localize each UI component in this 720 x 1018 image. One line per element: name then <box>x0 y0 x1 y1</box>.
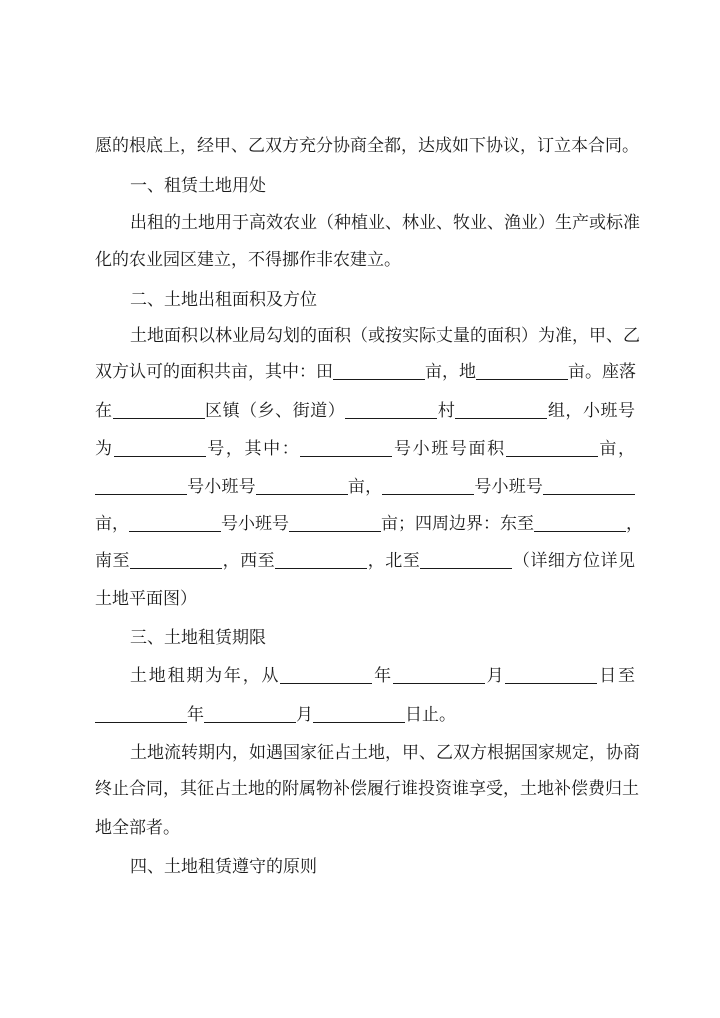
text-segment: 月 <box>484 666 506 686</box>
paragraph-line: 土地平面图） <box>95 589 197 609</box>
paragraph-line <box>95 509 643 539</box>
text-segment: ，北至 <box>367 551 421 571</box>
text-segment: 亩，地 <box>425 362 476 382</box>
fill-blank[interactable] <box>275 550 367 569</box>
fill-blank[interactable] <box>130 550 222 569</box>
text-segment: 号小班号 <box>187 477 256 497</box>
paragraph-line: 化的农业园区建立，不得挪作非农建立。 <box>95 250 401 270</box>
fill-blank[interactable] <box>455 400 547 419</box>
text-segment: 村 <box>437 401 456 421</box>
paragraph-line <box>95 700 635 730</box>
fill-blank[interactable] <box>534 513 626 532</box>
section-4-heading: 四、土地租赁遵守的原则 <box>130 857 317 877</box>
paragraph-line <box>95 434 635 464</box>
fill-blank[interactable] <box>129 513 221 532</box>
paragraph-line <box>130 661 635 691</box>
paragraph-line: 土地流转期内，如遇国家征占土地，甲、乙双方根据国家规定，协商 <box>130 743 640 763</box>
text-segment: （详细方位详见 <box>512 551 636 571</box>
text-segment: 日至 <box>597 666 636 686</box>
paragraph-line: 土地面积以林业局勾划的面积（或按实际丈量的面积）为准，甲、乙 <box>130 326 640 346</box>
text-segment: 号小班号 <box>221 514 289 534</box>
text-segment: 双方认可的面积共亩，其中：田 <box>95 362 333 382</box>
text-segment: 区镇（乡、街道） <box>204 401 346 421</box>
fill-blank[interactable] <box>333 361 425 380</box>
fill-blank[interactable] <box>95 476 187 495</box>
paragraph-line <box>95 357 635 387</box>
paragraph-line: 出租的土地用于高效农业（种植业、林业、牧业、渔业）生产或标准 <box>130 213 640 233</box>
fill-blank[interactable] <box>114 438 206 457</box>
fill-blank[interactable] <box>382 476 474 495</box>
text-segment: 号小班号面积 <box>392 439 506 459</box>
section-3-heading: 三、土地租赁期限 <box>130 628 266 648</box>
fill-blank[interactable] <box>506 438 598 457</box>
fill-blank[interactable] <box>505 665 597 684</box>
text-segment: 月 <box>296 705 313 725</box>
text-segment: 年 <box>187 705 204 725</box>
text-segment: 号小班号 <box>474 477 544 497</box>
text-segment: 在 <box>95 401 113 421</box>
paragraph-line: 地全部者。 <box>95 818 180 838</box>
text-segment: 亩， <box>347 477 383 497</box>
text-segment: 组，小班号 <box>547 401 636 421</box>
text-segment: 亩；四周边界：东至 <box>381 514 534 534</box>
fill-blank[interactable] <box>543 476 635 495</box>
text-segment: 土地租期为年，从 <box>130 666 281 686</box>
fill-blank[interactable] <box>393 665 485 684</box>
section-2-heading: 二、土地出租面积及方位 <box>130 290 317 310</box>
fill-blank[interactable] <box>204 704 296 723</box>
text-segment: 亩。座落 <box>568 362 636 382</box>
fill-blank[interactable] <box>300 438 392 457</box>
paragraph-line <box>95 546 635 576</box>
fill-blank[interactable] <box>95 704 187 723</box>
text-segment: 亩， <box>597 439 635 459</box>
text-segment: 号，其中： <box>205 439 301 459</box>
text-segment: ，西至 <box>222 551 276 571</box>
text-segment: 年 <box>372 666 393 686</box>
paragraph-line <box>95 472 635 502</box>
fill-blank[interactable] <box>345 400 437 419</box>
text-segment: 为 <box>95 439 114 459</box>
text-segment: 日止。 <box>405 705 456 725</box>
fill-blank[interactable] <box>476 361 568 380</box>
text-segment: 亩， <box>95 514 129 534</box>
text-segment: 南至 <box>95 551 131 571</box>
fill-blank[interactable] <box>313 704 405 723</box>
fill-blank[interactable] <box>113 400 205 419</box>
fill-blank[interactable] <box>256 476 348 495</box>
fill-blank[interactable] <box>289 513 381 532</box>
section-1-heading: 一、租赁土地用处 <box>130 176 266 196</box>
fill-blank[interactable] <box>280 665 372 684</box>
text-segment: ， <box>626 514 643 534</box>
paragraph-line <box>95 396 635 426</box>
paragraph-line: 愿的根底上，经甲、乙双方充分协商全都，达成如下协议，订立本合同。 <box>95 136 639 156</box>
fill-blank[interactable] <box>420 550 512 569</box>
paragraph-line: 终止合同，其征占土地的附属物补偿履行谁投资谁享受，土地补偿费归土 <box>95 779 639 799</box>
